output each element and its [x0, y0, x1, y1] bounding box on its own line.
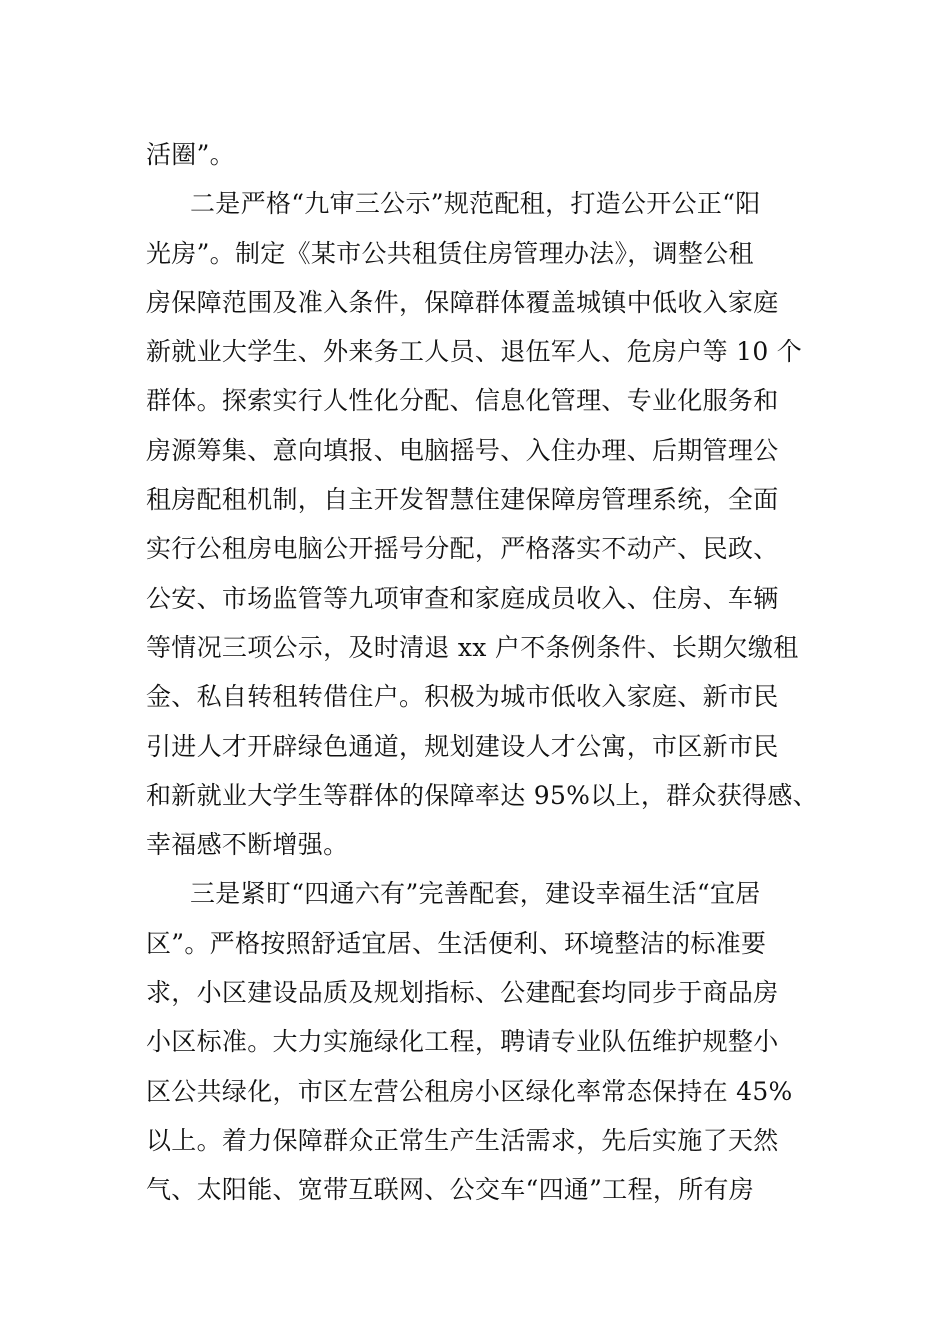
- text-line: 光房”。制定《某市公共租赁住房管理办法》，调整公租: [146, 238, 754, 268]
- text-line: 气、太阳能、宽带互联网、公交车“四通”工程，所有房: [146, 1175, 755, 1205]
- text-line: 以上。着力保障群众正常生产生活需求，先后实施了天然: [146, 1125, 779, 1155]
- text-line: 区”。严格按照舒适宜居、生活便利、环境整洁的标准要: [146, 928, 767, 958]
- text-line: 引进人才开辟绿色通道，规划建设人才公寓，市区新市民: [146, 731, 779, 761]
- text-line: 等情况三项公示，及时清退 xx 户不条例条件、长期欠缴租: [146, 632, 799, 662]
- text-line: 实行公租房电脑公开摇号分配，严格落实不动产、民政、: [146, 534, 779, 564]
- text-line: 和新就业大学生等群体的保障率达 95%以上，群众获得感、: [146, 780, 818, 810]
- text-line: 房源筹集、意向填报、电脑摇号、入住办理、后期管理公: [146, 435, 779, 465]
- text-line: 金、私自转租转借住户。积极为城市低收入家庭、新市民: [146, 682, 779, 712]
- text-line: 新就业大学生、外来务工人员、退伍军人、危房户等 10 个: [146, 337, 803, 367]
- text-line: 群体。探索实行人性化分配、信息化管理、专业化服务和: [146, 386, 779, 416]
- text-line: 公安、市场监管等九项审查和家庭成员收入、住房、车辆: [146, 583, 779, 613]
- paragraph-3-start: 三是紧盯“四通六有”完善配套，建设幸福生活“宜居: [190, 879, 761, 909]
- text-line: 小区标准。大力实施绿化工程，聘请专业队伍维护规整小: [146, 1027, 779, 1057]
- text-line: 区公共绿化，市区左营公租房小区绿化率常态保持在 45%: [146, 1076, 793, 1106]
- text-line: 幸福感不断增强。: [146, 830, 349, 860]
- text-line: 活圈”。: [146, 140, 235, 169]
- text-line: 房保障范围及准入条件，保障群体覆盖城镇中低收入家庭: [146, 287, 779, 317]
- paragraph-2-start: 二是严格“九审三公示”规范配租，打造公开公正“阳: [190, 189, 761, 219]
- text-line: 租房配租机制，自主开发智慧住建保障房管理系统，全面: [146, 485, 779, 515]
- text-line: 求，小区建设品质及规划指标、公建配套均同步于商品房: [146, 978, 779, 1008]
- body-text: [146, 130, 826, 1215]
